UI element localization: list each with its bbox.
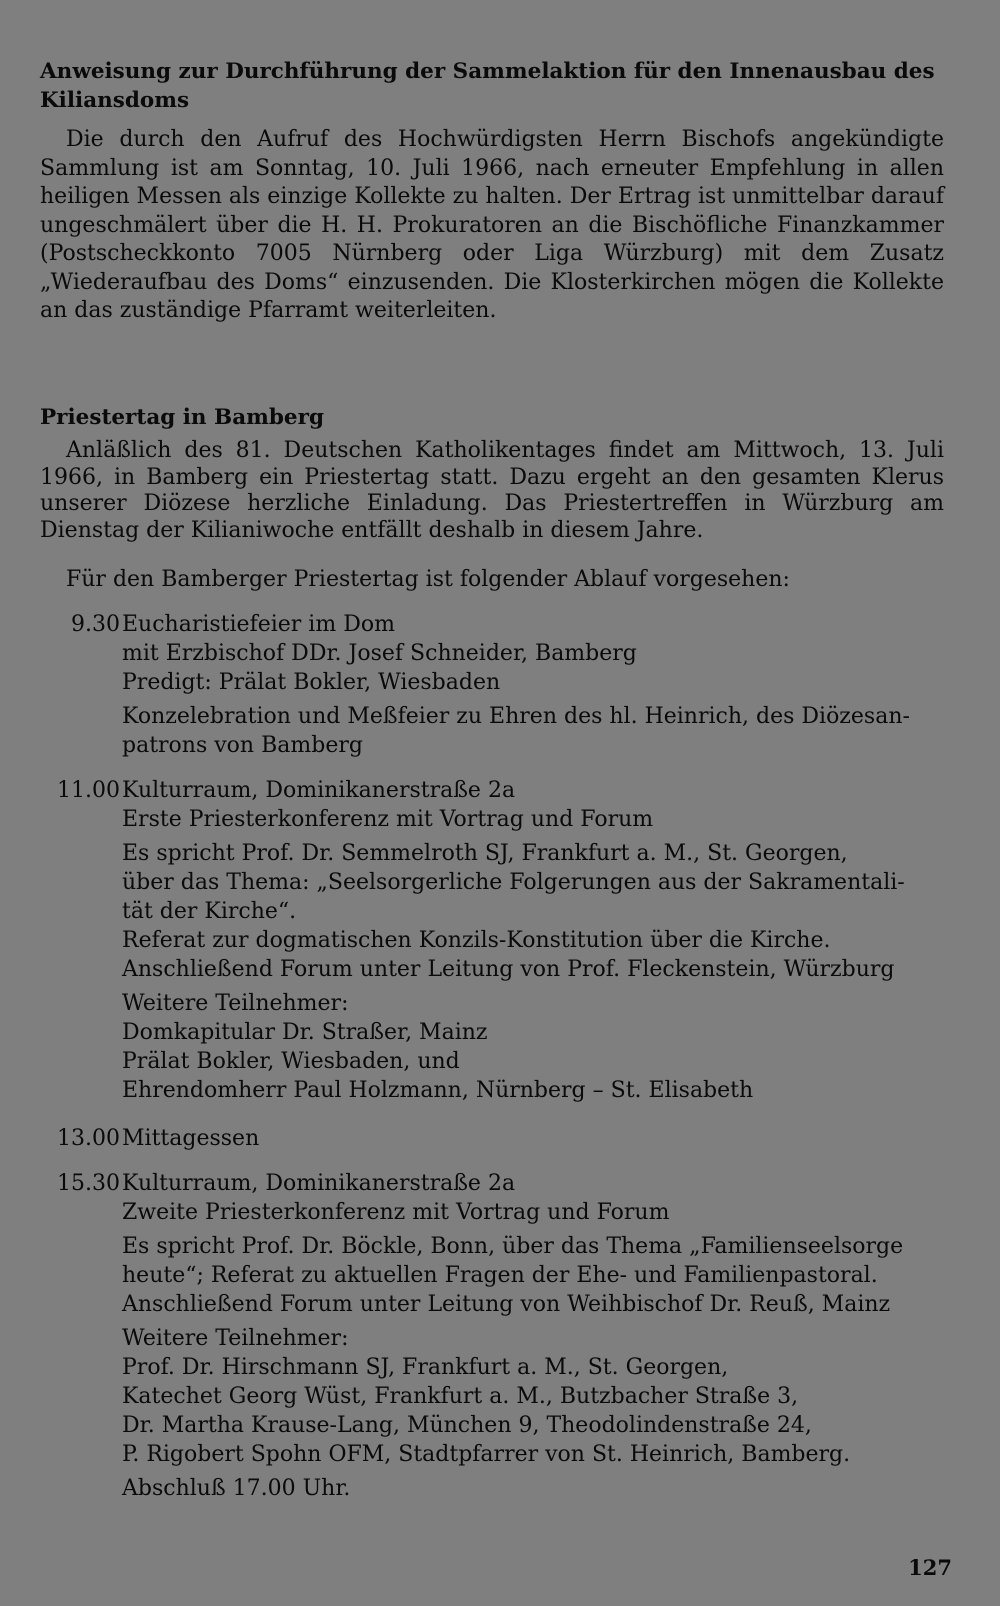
schedule-line: Kulturraum, Dominikanerstraße 2a (122, 1171, 516, 1196)
schedule-time: 13.00 (57, 1126, 120, 1151)
schedule-time: 11.00 (57, 778, 120, 803)
schedule-line: Mittagessen (122, 1126, 260, 1151)
paragraph-sammelaktion: Die durch den Aufruf des Hochwürdigsten Herrn Bischofs angekündigte Sammlung ist am Sonntag, 10. Juli 1966, nach erneuter Empfehlung in allen heiligen Messen als einzige Kollekte zu halten. Der Ertrag ist unmittelbar darauf ungeschmälert über die H. H. Prokuratoren an die Bischöfliche Finanzkammer (Postscheckkonto 7005 Nürnberg oder Liga Würzburg) mit dem Zusatz „Wiederaufbau des Doms“ einzusenden. Die Klosterkirchen mögen die Kollekte an das zuständige Pfarramt weiterleiten. (40, 127, 944, 323)
schedule-line: Konzelebration und Meßfeier zu Ehren des hl. Heinrich, des Diözesan- (122, 704, 910, 729)
schedule-line: über das Thema: „Seelsorgerliche Folgerungen aus der Sakramentali- (122, 870, 905, 895)
schedule-line: Anschließend Forum unter Leitung von Prof. Fleckenstein, Würzburg (122, 957, 895, 982)
schedule-line: mit Erzbischof DDr. Josef Schneider, Bamberg (122, 641, 637, 666)
paragraph-priestertag-intro: Anläßlich des 81. Deutschen Katholikentages findet am Mittwoch, 13. Juli 1966, in Bamberg ein Priestertag statt. Dazu ergeht an den gesamten Klerus unserer Diözese herzliche Einladung. Das Priestertreffen in Würzburg am Dienstag der Kilianiwoche entfällt deshalb in diesem Jahre. (40, 438, 944, 543)
schedule-time: 9.30 (71, 612, 120, 637)
schedule-details (122, 776, 950, 1105)
schedule-line: Domkapitular Dr. Straßer, Mainz (122, 1020, 488, 1045)
schedule-line: Predigt: Prälat Bokler, Wiesbaden (122, 670, 501, 695)
schedule-line: Eucharistiefeier im Dom (122, 612, 395, 637)
title-line-2: Kiliansdoms (40, 88, 190, 113)
schedule-details (122, 1124, 950, 1153)
schedule-line: Referat zur dogmatischen Konzils-Konstitution über die Kirche. (122, 928, 831, 953)
page-number: 127 (908, 1555, 952, 1580)
schedule-line: Dr. Martha Krause-Lang, München 9, Theodolindenstraße 24, (122, 1413, 812, 1438)
schedule-line: Zweite Priesterkonferenz mit Vortrag und Forum (122, 1200, 670, 1225)
paragraph-ablauf: Für den Bamberger Priestertag ist folgender Ablauf vorgesehen: (66, 567, 790, 592)
section-title-sammelaktion (40, 57, 950, 115)
schedule-line: Weitere Teilnehmer: (122, 991, 349, 1016)
schedule-time: 15.30 (57, 1171, 120, 1196)
schedule-line: tät der Kirche“. (122, 899, 297, 924)
schedule-line: Prälat Bokler, Wiesbaden, und (122, 1049, 460, 1074)
schedule-details (122, 1169, 950, 1503)
schedule-line: Kulturraum, Dominikanerstraße 2a (122, 778, 516, 803)
section-title-priestertag: Priestertag in Bamberg (40, 405, 324, 430)
schedule-line: Es spricht Prof. Dr. Semmelroth SJ, Frankfurt a. M., St. Georgen, (122, 841, 848, 866)
schedule-line: Katechet Georg Wüst, Frankfurt a. M., Butzbacher Straße 3, (122, 1384, 799, 1409)
schedule-line: Prof. Dr. Hirschmann SJ, Frankfurt a. M., St. Georgen, (122, 1355, 729, 1380)
schedule-line: Erste Priesterkonferenz mit Vortrag und Forum (122, 807, 654, 832)
schedule-line: heute“; Referat zu aktuellen Fragen der Ehe- und Familienpastoral. (122, 1263, 878, 1288)
schedule-line: Es spricht Prof. Dr. Böckle, Bonn, über das Thema „Familienseelsorge (122, 1234, 904, 1259)
schedule-line: Abschluß 17.00 Uhr. (122, 1476, 351, 1501)
title-line-1: Anweisung zur Durchführung der Sammelaktion für den Innenausbau des (40, 59, 935, 84)
schedule-line: Anschließend Forum unter Leitung von Weihbischof Dr. Reuß, Mainz (122, 1292, 891, 1317)
schedule-details (122, 610, 950, 760)
schedule-line: patrons von Bamberg (122, 733, 363, 758)
schedule-line: Weitere Teilnehmer: (122, 1326, 349, 1351)
schedule-line: Ehrendomherr Paul Holzmann, Nürnberg – St. Elisabeth (122, 1078, 754, 1103)
schedule-line: P. Rigobert Spohn OFM, Stadtpfarrer von St. Heinrich, Bamberg. (122, 1442, 851, 1467)
